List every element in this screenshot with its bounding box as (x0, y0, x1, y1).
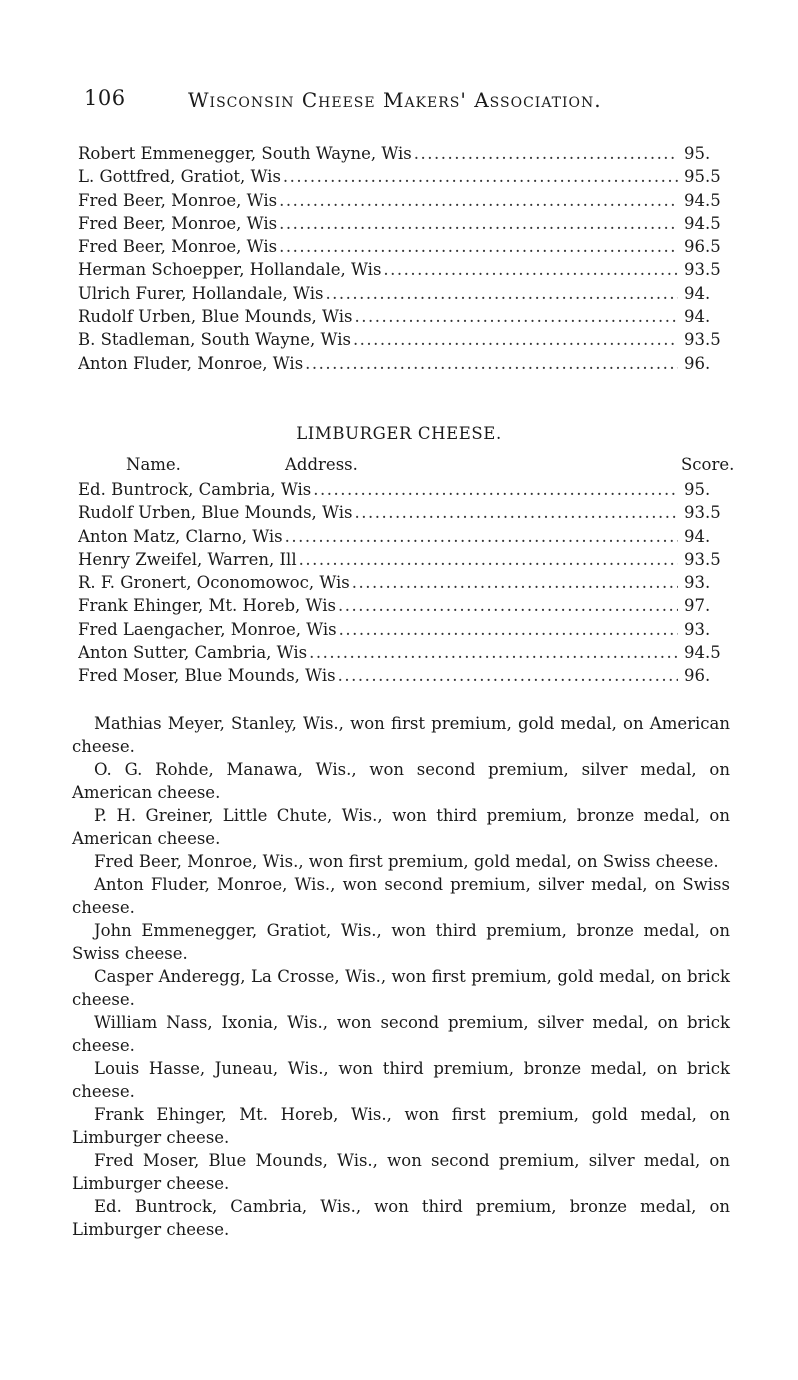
score-entry-row (78, 620, 730, 643)
entrant-score: 94.5 (684, 213, 721, 233)
entrant-name: R. F. Gronert, Oconomowoc, Wis (78, 573, 350, 593)
entrant-score: 94.5 (684, 190, 721, 210)
entrant-name: B. Stadleman, South Wayne, Wis (78, 330, 351, 350)
premium-awards (72, 712, 730, 1241)
entrant-name: Fred Beer, Monroe, Wis (78, 213, 278, 233)
entrant-name: Rudolf Urben, Blue Mounds, Wis (78, 503, 353, 523)
dot-leader (279, 191, 678, 210)
page-number: 106 (84, 86, 126, 110)
dot-leader (353, 330, 678, 349)
entrant-name: Robert Emmenegger, South Wayne, Wis (78, 144, 412, 163)
entrant-name: Ulrich Furer, Hollandale, Wis (78, 283, 324, 303)
entrant-score: 96. (684, 353, 711, 373)
award-paragraph: William Nass, Ixonia, Wis., won second premium, silver medal, on brick cheese. (72, 1013, 730, 1055)
entrant-score: 93.5 (684, 330, 721, 350)
dot-leader (414, 144, 678, 163)
entrant-score: 94. (684, 526, 711, 546)
award-paragraph: Mathias Meyer, Stanley, Wis., won first premium, gold medal, on American cheese. (72, 714, 730, 756)
column-header-address: Address. (285, 455, 358, 474)
dot-leader (383, 260, 678, 279)
limburger-score-list (78, 480, 730, 690)
entrant-score: 93.5 (684, 260, 721, 280)
column-header-name: Name. (126, 455, 181, 474)
score-entry-row (78, 480, 730, 503)
dot-leader (338, 596, 678, 615)
column-header-score: Score. (681, 455, 735, 474)
score-entry-row (78, 237, 730, 260)
award-paragraph: P. H. Greiner, Little Chute, Wis., won third premium, bronze medal, on American cheese. (72, 806, 730, 848)
entrant-name: Fred Laengacher, Monroe, Wis (78, 619, 337, 639)
entrant-score: 94. (684, 283, 711, 303)
entrant-name: Ed. Buntrock, Cambria, Wis (78, 480, 312, 499)
entrant-score: 96. (684, 666, 711, 686)
score-entry-row (78, 214, 730, 237)
entrant-name: Frank Ehinger, Mt. Horeb, Wis (78, 596, 336, 616)
entrant-name: L. Gottfred, Gratiot, Wis (78, 167, 281, 187)
score-entry-row (78, 503, 730, 526)
score-entry-row (78, 354, 730, 377)
entrant-name: Anton Matz, Clarno, Wis (78, 526, 283, 546)
award-paragraph: Fred Beer, Monroe, Wis., won first premium, gold medal, on Swiss cheese. (94, 852, 719, 871)
entrant-score: 93. (684, 573, 711, 593)
entrant-score: 96.5 (684, 237, 721, 257)
entrant-name: Henry Zweifel, Warren, Ill (78, 549, 297, 569)
score-entry-row (78, 167, 730, 190)
score-entry-row (78, 307, 730, 330)
score-entry-row (78, 666, 730, 689)
score-entry-row (78, 330, 730, 353)
dot-leader (313, 480, 678, 499)
dot-leader (339, 620, 678, 639)
award-paragraph: Fred Moser, Blue Mounds, Wis., won second premium, silver medal, on Limburger cheese. (72, 1151, 730, 1193)
dot-leader (325, 284, 678, 303)
dot-leader (305, 354, 678, 373)
entrant-score: 93. (684, 619, 711, 639)
entrant-score: 93.5 (684, 549, 721, 569)
award-paragraph: Casper Anderegg, La Crosse, Wis., won first premium, gold medal, on brick cheese. (72, 967, 730, 1009)
limburger-heading: LIMBURGER CHEESE. (296, 424, 502, 443)
score-entry-row (78, 573, 730, 596)
dot-leader (299, 550, 678, 569)
award-paragraph: O. G. Rohde, Manawa, Wis., won second premium, silver medal, on American cheese. (72, 760, 730, 802)
entrant-score: 95. (684, 480, 711, 499)
score-entry-row (78, 550, 730, 573)
dot-leader (354, 503, 678, 522)
entrant-name: Fred Beer, Monroe, Wis (78, 237, 278, 257)
entrant-name: Fred Beer, Monroe, Wis (78, 190, 278, 210)
column-headers (0, 455, 798, 479)
entrant-name: Herman Schoepper, Hollandale, Wis (78, 260, 382, 280)
entrant-score: 93.5 (684, 503, 721, 523)
running-title: Wisconsin Cheese Makers' Association. (188, 88, 602, 112)
dot-leader (283, 167, 678, 186)
award-paragraph: Frank Ehinger, Mt. Horeb, Wis., won first premium, gold medal, on Limburger cheese. (72, 1105, 730, 1147)
score-entry-row (78, 643, 730, 666)
entrant-score: 97. (684, 596, 711, 616)
entrant-name: Anton Fluder, Monroe, Wis (78, 353, 304, 373)
award-paragraph: Ed. Buntrock, Cambria, Wis., won third premium, bronze medal, on Limburger cheese. (72, 1197, 730, 1239)
entrant-name: Fred Moser, Blue Mounds, Wis (78, 666, 336, 686)
award-paragraph: Louis Hasse, Juneau, Wis., won third premium, bronze medal, on brick cheese. (72, 1059, 730, 1101)
entrant-score: 95.5 (684, 167, 721, 187)
entrant-name: Rudolf Urben, Blue Mounds, Wis (78, 307, 353, 327)
entrant-name: Anton Sutter, Cambria, Wis (78, 643, 308, 663)
dot-leader (352, 573, 678, 592)
entrant-score: 95. (684, 144, 711, 163)
dot-leader (338, 666, 678, 685)
score-entry-row (78, 527, 730, 550)
dot-leader (279, 214, 678, 233)
entrant-score: 94.5 (684, 643, 721, 663)
award-paragraph: John Emmenegger, Gratiot, Wis., won third premium, bronze medal, on Swiss cheese. (72, 921, 730, 963)
score-entry-row (78, 596, 730, 619)
dot-leader (285, 527, 678, 546)
score-entry-row (78, 260, 730, 283)
score-entry-row (78, 191, 730, 214)
page-header (84, 86, 644, 116)
award-paragraph: Anton Fluder, Monroe, Wis., won second premium, silver medal, on Swiss cheese. (72, 875, 730, 917)
score-entry-row (78, 284, 730, 307)
swiss-score-list (78, 144, 730, 377)
dot-leader (309, 643, 678, 662)
score-entry-row (78, 144, 730, 167)
entrant-score: 94. (684, 307, 711, 327)
dot-leader (354, 307, 678, 326)
dot-leader (279, 237, 678, 256)
